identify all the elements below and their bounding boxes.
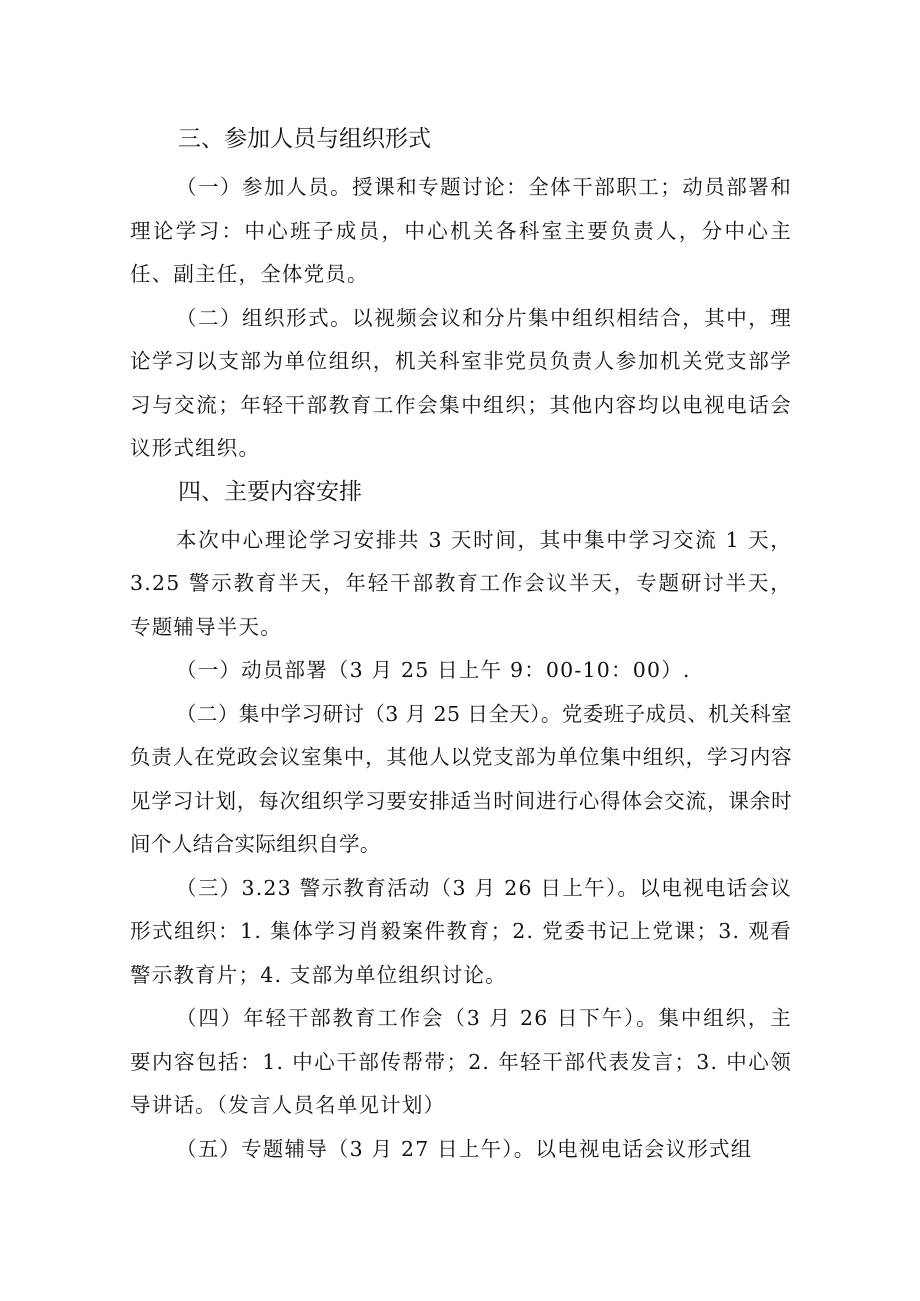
document-page: [130, 122, 792, 1171]
paragraph: （三）3.23 警示教育活动（3 月 26 日上午）。以电视电话会议形式组织：1. 集体学习肖毅案件教育；2. 党委书记上党课；3. 观看警示教育片；4. 支部为单位组织讨论。: [130, 875, 792, 987]
paragraph: （二）组织形式。以视频会议和分片集中组织相结合，其中，理论学习以支部为单位组织，机关科室非党员负责人参加机关党支部学习与交流；年轻干部教育工作会集中组织；其他内容均以电视电话会议形式组织。: [130, 305, 792, 460]
paragraph: 本次中心理论学习安排共 3 天时间，其中集中学习交流 1 天，3.25 警示教育半天，年轻干部教育工作会议半天，专题研讨半天，专题辅导半天。: [130, 527, 792, 639]
paragraph: （一）动员部署（3 月 25 日上午 9：00-10：00）.: [176, 658, 691, 682]
paragraph: （五）专题辅导（3 月 27 日上午）。以电视电话会议形式组: [176, 1136, 753, 1161]
paragraph: （四）年轻干部教育工作会（3 月 26 日下午）。集中组织，主要内容包括：1. 中心干部传帮带；2. 年轻干部代表发言；3. 中心领导讲话。（发言人员名单见计划）: [130, 1006, 792, 1117]
paragraph: （二）集中学习研讨（3 月 25 日全天）。党委班子成员、机关科室负责人在党政会议室集中，其他人以党支部为单位集中组织，学习内容见学习计划，每次组织学习要安排适当时间进行心得体会交流，课余时间个人结合实际组织自学。: [130, 701, 792, 856]
paragraph: （一）参加人员。授课和专题讨论：全体干部职工；动员部署和理论学习：中心班子成员，中心机关各科室主要负责人，分中心主任、副主任，全体党员。: [130, 175, 792, 286]
section-heading: 四、主要内容安排: [178, 478, 362, 505]
section-heading: 三、参加人员与组织形式: [178, 126, 431, 152]
